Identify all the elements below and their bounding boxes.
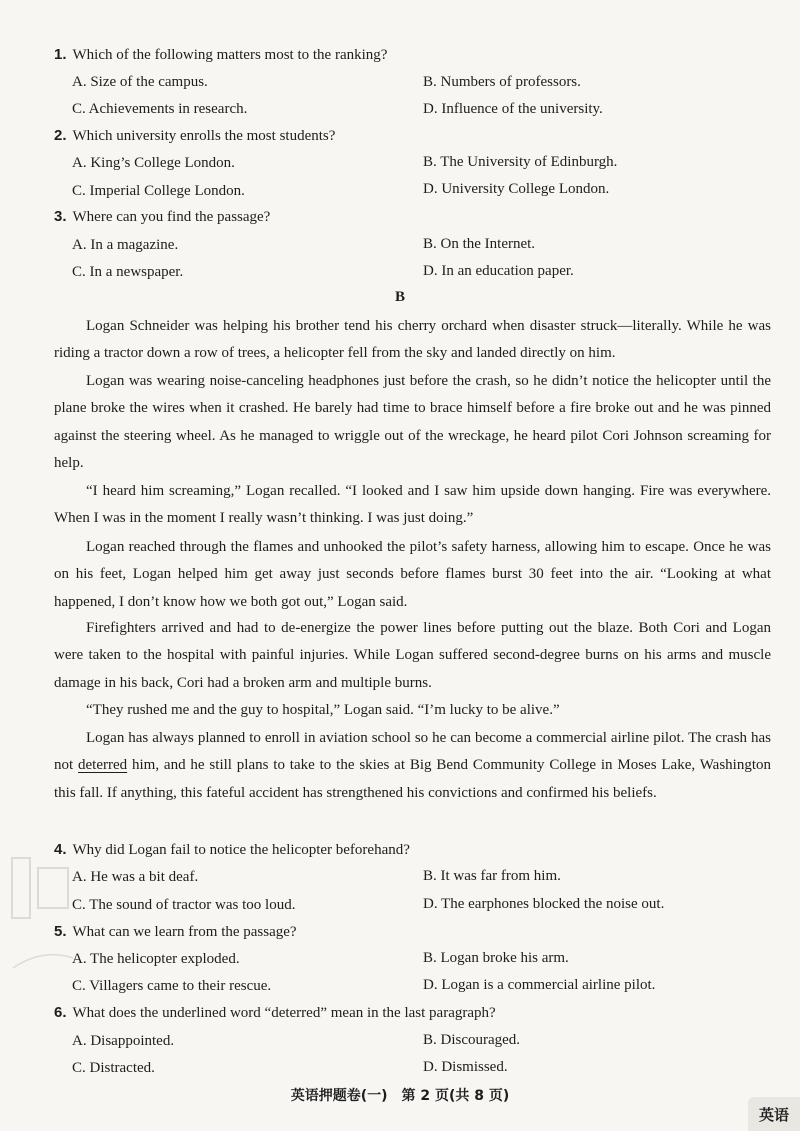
option-5a: A. The helicopter exploded.: [72, 951, 240, 967]
question-2: 2. Which university enrolls the most students?: [54, 127, 336, 144]
question-4: 4. Why did Logan fail to notice the helicopter beforehand?: [54, 841, 410, 858]
option-2b: B. The University of Edinburgh.: [423, 154, 618, 170]
subject-badge: 英语: [748, 1097, 800, 1131]
option-1c: C. Achievements in research.: [72, 101, 248, 117]
option-5c: C. Villagers came to their rescue.: [72, 978, 272, 994]
option-1a: A. Size of the campus.: [72, 74, 208, 90]
option-4c: C. The sound of tractor was too loud.: [72, 897, 296, 913]
option-5d: D. Logan is a commercial airline pilot.: [423, 977, 656, 993]
passage-paragraph-5: Firefighters arrived and had to de-energize the power lines before putting out the blaze. Both Cori and Logan were taken to the hospital with painful injuries. While Logan suffered second-degree burns on his arms and muscle damage in his back, Cori had a broken arm and multiple burns.: [54, 620, 771, 691]
scan-bleed-mark: [8, 848, 78, 978]
option-6a: A. Disappointed.: [72, 1033, 175, 1049]
option-4a: A. He was a bit deaf.: [72, 869, 199, 885]
option-6d: D. Dismissed.: [423, 1059, 508, 1075]
question-text: Where can you find the passage?: [72, 209, 271, 225]
option-6b: B. Discouraged.: [423, 1032, 521, 1048]
question-text: Why did Logan fail to notice the helicopter beforehand?: [72, 842, 410, 858]
option-3b: B. On the Internet.: [423, 236, 536, 252]
passage-paragraph-7: Logan has always planned to enroll in aviation school so he can become a commercial airline pilot. The crash has not deterred him, and he still plans to take to the skies at Big Bend Community College in Moses Lake, Washington this fall. If anything, this fateful accident has strengthened his convictions and confirmed his beliefs.: [54, 730, 771, 801]
option-5b: B. Logan broke his arm.: [423, 950, 569, 966]
option-4d: D. The earphones blocked the noise out.: [423, 896, 665, 912]
passage-paragraph-3: “I heard him screaming,” Logan recalled. “I looked and I saw him upside down hanging. Fire was everywhere. When I was in the moment I really wasn’t thinking. I was just doing.”: [54, 483, 771, 527]
page-footer: 英语押题卷(一) 第 2 页(共 8 页): [290, 1088, 510, 1104]
question-text: Which university enrolls the most students?: [72, 128, 336, 144]
option-2c: C. Imperial College London.: [72, 183, 245, 199]
underlined-word: deterred: [78, 757, 128, 774]
option-4b: B. It was far from him.: [423, 868, 561, 884]
option-2d: D. University College London.: [423, 181, 610, 197]
option-3d: D. In an education paper.: [423, 263, 574, 279]
passage-paragraph-6: “They rushed me and the guy to hospital,” Logan said. “I’m lucky to be alive.”: [86, 702, 560, 718]
question-text: What can we learn from the passage?: [72, 924, 297, 940]
question-3: 3. Where can you find the passage?: [54, 208, 271, 225]
question-1: 1. Which of the following matters most to the ranking?: [54, 46, 388, 63]
option-2a: A. King’s College London.: [72, 155, 235, 171]
option-1b: B. Numbers of professors.: [423, 74, 581, 90]
option-3c: C. In a newspaper.: [72, 264, 184, 280]
option-3a: A. In a magazine.: [72, 237, 179, 253]
passage-paragraph-4: Logan reached through the flames and unhooked the pilot’s safety harness, allowing him to escape. Once he was on his feet, Logan helped him get away just seconds before flames burst 30 feet into the air. “Looking at what happened, I don’t know how we both got out,” Logan said.: [54, 539, 771, 610]
question-5: 5. What can we learn from the passage?: [54, 923, 297, 940]
question-text: Which of the following matters most to the ranking?: [72, 47, 388, 63]
option-1d: D. Influence of the university.: [423, 101, 603, 117]
section-title: B: [394, 289, 405, 305]
option-6c: C. Distracted.: [72, 1060, 155, 1076]
question-text: What does the underlined word “deterred” mean in the last paragraph?: [72, 1005, 496, 1021]
passage-paragraph-2: Logan was wearing noise-canceling headphones just before the crash, so he didn’t notice the helicopter until the plane broke the wires when it crashed. He barely had time to brace himself before a fire broke out and he was pinned against the steering wheel. As he managed to wriggle out of the wreckage, he heard pilot Cori Johnson screaming for help.: [54, 373, 771, 472]
question-6: 6. What does the underlined word “deterred” mean in the last paragraph?: [54, 1004, 496, 1021]
passage-paragraph-1: Logan Schneider was helping his brother tend his cherry orchard when disaster struck—literally. While he was riding a tractor down a row of trees, a helicopter fell from the sky and landed directly on him.: [54, 318, 771, 362]
